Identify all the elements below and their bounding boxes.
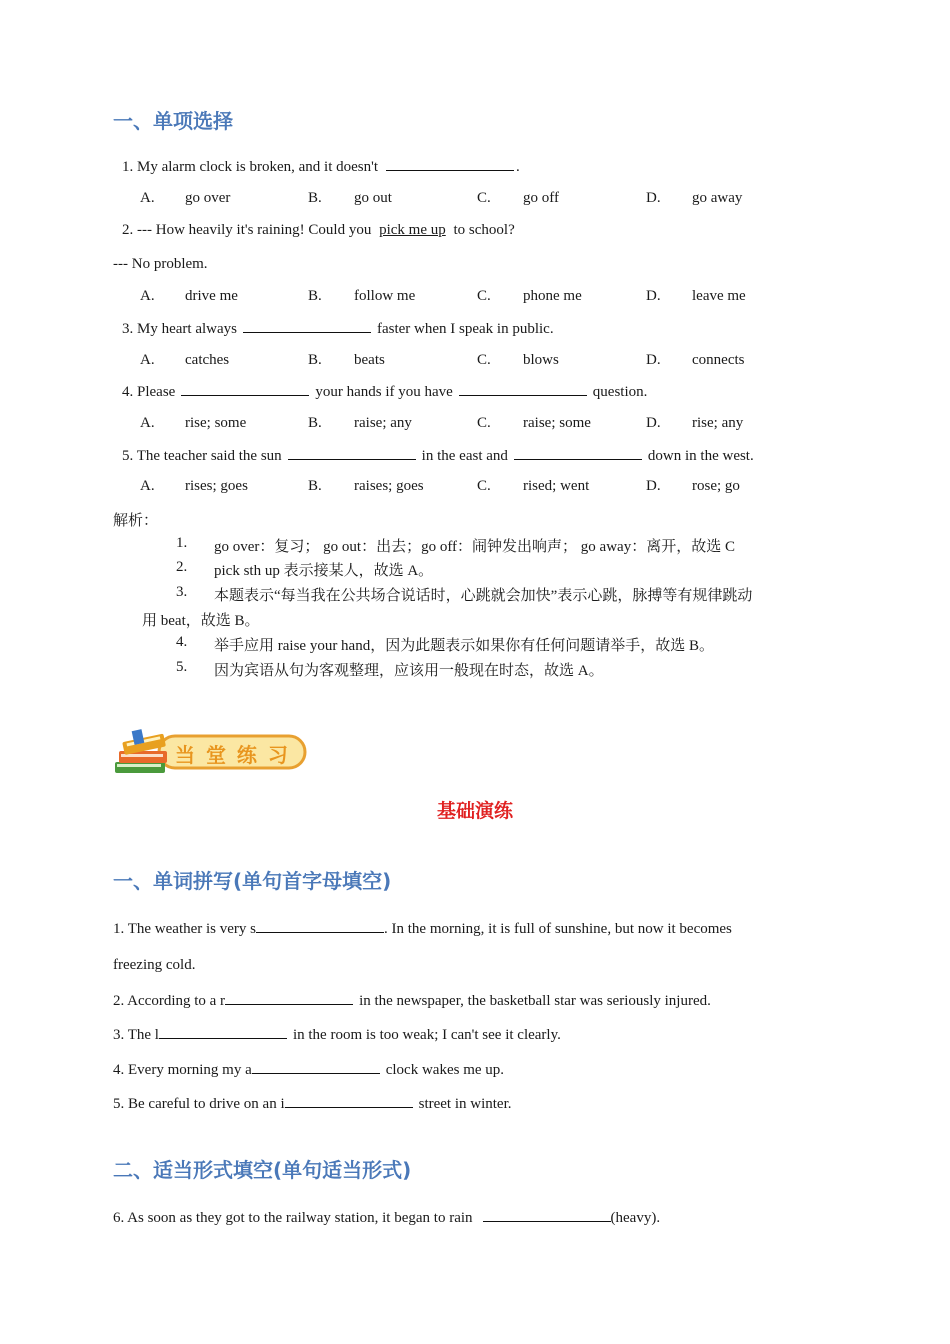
analysis-label: 解析： [113, 513, 159, 529]
question-3: 3. My heart always faster when I speak in public. [122, 318, 554, 339]
question-5: 5. The teacher said the sun in the east and down in the west. [122, 445, 754, 466]
badge-text: 当 堂 练 习 [175, 743, 290, 767]
spelling-item-1-cont: freezing cold. [113, 957, 196, 973]
spelling-item-2: 2. According to a r in the newspaper, the basketball star was seriously injured. [113, 990, 711, 1011]
question-2-reply: --- No problem. [113, 256, 208, 272]
section-title-proper-form: 二、适当形式填空(单句适当形式) [113, 1158, 412, 1182]
answer-blank[interactable] [514, 445, 642, 460]
spelling-item-4: 4. Every morning my a clock wakes me up. [113, 1059, 504, 1080]
answer-blank[interactable] [459, 381, 587, 396]
answer-blank[interactable] [483, 1207, 611, 1222]
answer-blank[interactable] [256, 918, 384, 933]
answer-blank[interactable] [225, 990, 353, 1005]
document-page: 一、单项选择 1. My alarm clock is broken, and it doesn't . A. go over B. go out C. go off D. go away 2. --- How heavily it's raining! Could you pick me up to school? --- No problem. A. drive me B. follow me C. phone me D. leave me 3. My heart always faster when I speak in public. A. catches B. beats C. blows D. connects 4. Please your hands if you have question. A. rise; some B. raise; any C. raise; some D. rise; any 5. The teacher said the sun in the east and down in the west. A. rises; goes B. raises; goes C. rised; went D. rose; go 解析： 1. go over：复习； go out：出去；go off：闹钟发出响声； go away：离开，故选 C 2. pick sth up 表示接某人，故选 A。 3. 本题表示“每当我在公共场合说话时，心跳就会加快”表示心跳，脉搏等有规律跳动 用 beat，故选 B。 4. 举手应用 raise your hand，因为此题表示如果你有任何问题请举手，故选 B。 5. 因为宾语从句为客观整理，应该用一般现在时态，故选 A。 当 堂 练 习 基础演练 一、单词拼写(单句首字母填空) 1. The weather is very s . In the morning, it is full of sunshine, but now it becomes freezing cold. 2. According to a r in the newspaper, the basketball star was seriously injured. 3. The l in the room is too weak; I can't see it clearly. 4. Every morning my a clock wakes me up. 5. Be careful to drive on an i street in winter. 二、适当形式填空(单句适当形式) 6. As soon as they got to the railway station, it began to rain (heavy). [0, 0, 950, 1344]
practice-badge [113, 728, 309, 778]
section-title-word-spelling: 一、单词拼写(单句首字母填空) [113, 869, 392, 893]
question-4: 4. Please your hands if you have question. [122, 381, 647, 402]
form-item-6: 6. As soon as they got to the railway station, it began to rain (heavy). [113, 1207, 660, 1228]
answer-blank[interactable] [252, 1059, 380, 1074]
center-title: 基础演练 [436, 800, 513, 822]
spelling-item-1: 1. The weather is very s . In the morning, it is full of sunshine, but now it becomes [113, 918, 732, 939]
answer-blank[interactable] [159, 1024, 287, 1039]
answer-blank[interactable] [243, 318, 371, 333]
question-2: 2. --- How heavily it's raining! Could you pick me up to school? [122, 222, 515, 238]
spelling-item-5: 5. Be careful to drive on an i street in winter. [113, 1093, 512, 1114]
underlined-phrase: pick me up [379, 222, 446, 238]
answer-blank[interactable] [181, 381, 309, 396]
section-title-single-choice: 一、单项选择 [113, 109, 233, 133]
answer-blank[interactable] [386, 156, 514, 171]
question-1: 1. My alarm clock is broken, and it doesn't . [122, 156, 520, 177]
answer-blank[interactable] [288, 445, 416, 460]
answer-blank[interactable] [285, 1093, 413, 1108]
spelling-item-3: 3. The l in the room is too weak; I can't see it clearly. [113, 1024, 561, 1045]
